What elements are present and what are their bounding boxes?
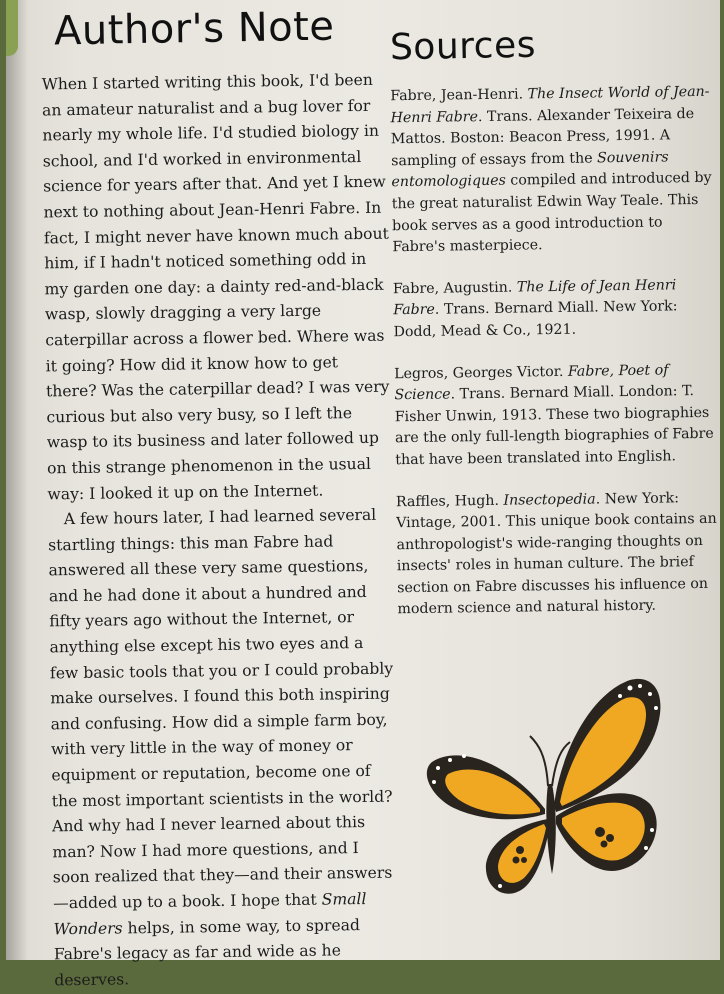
source-entry: Fabre, Augustin. The Life of Jean Henri Fabre. Trans. Bernard Miall. New York: Dodd, Mead & Co., 1921. <box>392 277 678 341</box>
butterfly-icon <box>420 674 670 914</box>
page-gutter-shadow <box>6 0 28 960</box>
author-note-paragraph-2: A few hours later, I had learned several startling things: this man Fabre had answered all these very same questions, and he had done it about a hundred and fifty years ago without the Internet, or anything else except his two eyes and a few basic tools that you or I could probably make ourselves. I found this both inspiring and confusing. How did a simple farm boy, with very little in the way of money or equipment or reputation, become one of the most important scientists in the world? And why had I never learned about this man? Now I had more questions, and I soon realized that they—and their answers—added up to a book. I hope that Small Wonders helps, in some way, to spread Fabre's legacy as far and wide as he deserves. <box>48 505 394 990</box>
source-entry: Legros, Georges Victor. Fabre, Poet of Science. Trans. Bernard Miall. London: T. Fisher Unwin, 1913. These two biographies are the only full-length biographies of Fabre that have been translated into English. <box>394 361 714 469</box>
author-note-body <box>42 68 400 994</box>
source-entry: Fabre, Jean-Henri. The Insect World of Jean-Henri Fabre. Trans. Alexander Teixeira de Mattos. Boston: Beacon Press, 1991. A sampling of essays from the Souvenirs entomologiques compiled and introduced by the great naturalist Edwin Way Teale. This book serves as a good introduction to Fabre's masterpiece. <box>390 83 712 256</box>
source-entry: Raffles, Hugh. Insectopedia. New York: Vintage, 2001. This unique book contains an anthropologist's wide-ranging thoughts on insects' roles in human culture. The brief section on Fabre discusses his influence on modern science and natural history. <box>395 489 717 618</box>
leaf-corner <box>6 0 18 56</box>
book-title: Small Wonders <box>53 889 367 938</box>
author-note-heading: Author's Note <box>53 3 335 55</box>
book-page <box>6 0 720 990</box>
author-note-paragraph-1: When I started writing this book, I'd been an amateur naturalist and a bug lover for nearly my whole life. I'd studied biology in school, and I'd worked in environmental science for years after that. And yet I knew next to nothing about Jean-Henri Fabre. In fact, I might never have known much about him, if I hadn't noticed something odd in my garden one day: a dainty red-and-black wasp, slowly dragging a very large caterpillar across a flower bed. Where was it going? How did it know how to get there? Was the caterpillar dead? I was very curious but also very busy, so I left the wasp to its business and later followed up on this strange phenomenon in the usual way: I looked it up on the Internet. <box>41 70 390 503</box>
sources-heading: Sources <box>389 24 537 69</box>
sources-list <box>390 82 724 642</box>
